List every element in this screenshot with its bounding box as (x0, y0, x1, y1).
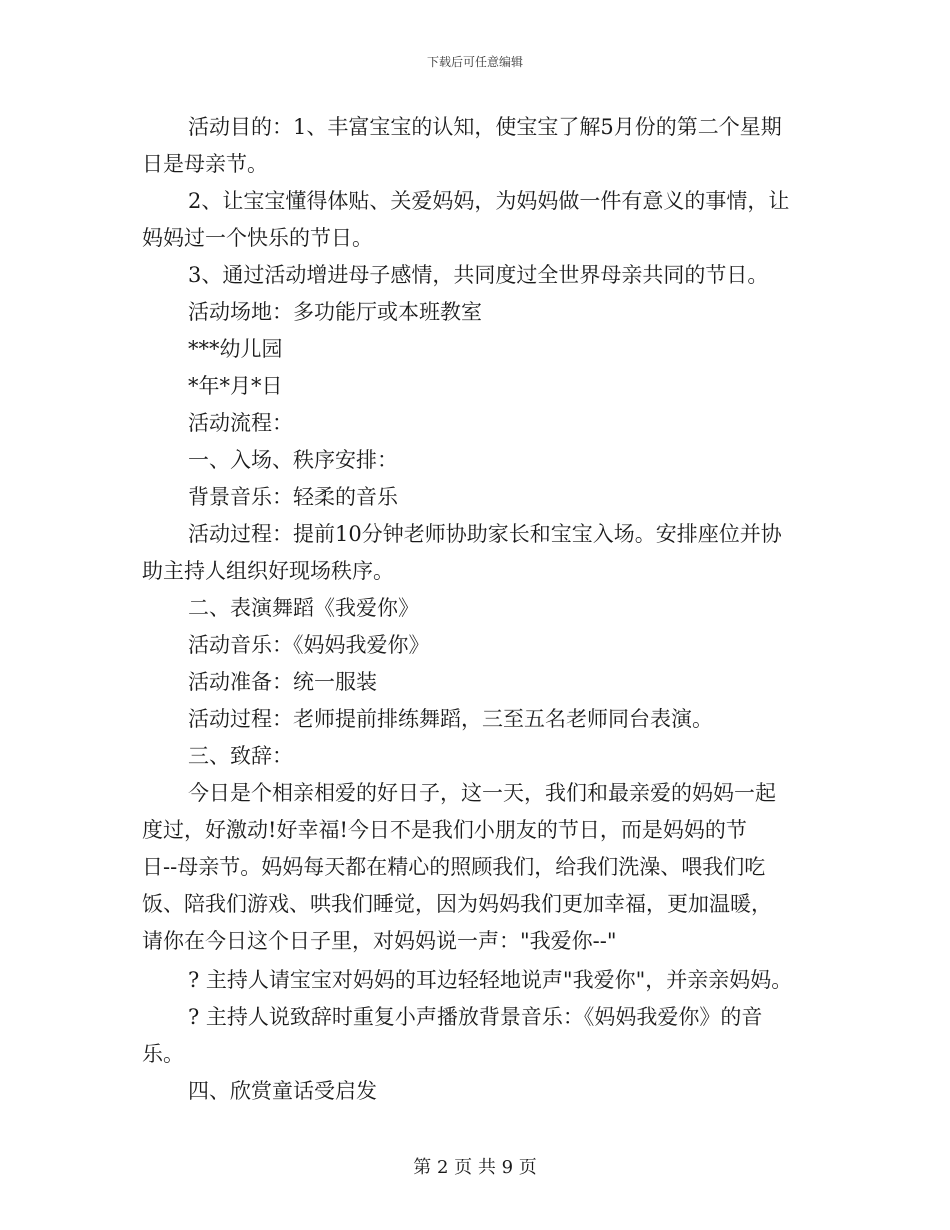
text-line: 乐。 (142, 1042, 184, 1066)
text-line: 今日是个相亲相爱的好日子，这一天，我们和最亲爱的妈妈一起 (188, 781, 776, 805)
text-line: *年*月*日 (188, 374, 283, 398)
text-line: 请你在今日这个日子里，对妈妈说一声："我爱你--" (142, 929, 617, 953)
text-line: 妈妈过一个快乐的节日。 (142, 226, 373, 250)
text-line: 四、欣赏童话受启发 (188, 1079, 377, 1103)
text-line: 3、通过活动增进母子感情，共同度过全世界母亲共同的节日。 (188, 263, 769, 287)
text-line: 三、致辞： (188, 744, 293, 768)
text-line: 一、入场、秩序安排： (188, 448, 398, 472)
text-line: 二、表演舞蹈《我爱你》 (188, 596, 419, 620)
text-line: 助主持人组织好现场秩序。 (142, 559, 394, 583)
text-line: 活动过程：提前10分钟老师协助家长和宝宝入场。安排座位并协 (188, 522, 782, 546)
text-line: ***幼儿园 (188, 337, 283, 361)
text-line: 2、让宝宝懂得体贴、关爱妈妈，为妈妈做一件有意义的事情，让 (188, 189, 790, 213)
page-header-note: 下载后可任意编辑 (426, 55, 523, 69)
text-line: 饭、陪我们游戏、哄我们睡觉，因为妈妈我们更加幸福，更加温暖， (142, 892, 772, 916)
text-line: 度过，好激动!好幸福!今日不是我们小朋友的节日，而是妈妈的节 (142, 818, 747, 842)
text-line: 活动场地：多功能厅或本班教室 (188, 300, 482, 324)
text-line: ? 主持人说致辞时重复小声播放背景音乐：《妈妈我爱你》的音 (188, 1005, 763, 1029)
text-line: 活动准备：统一服装 (188, 670, 377, 694)
text-line: 日--母亲节。妈妈每天都在精心的照顾我们，给我们洗澡、喂我们吃 (142, 855, 766, 879)
page-footer-page-number: 第 2 页 共 9 页 (413, 1157, 537, 1178)
text-line: ? 主持人请宝宝对妈妈的耳边轻轻地说声"我爱你"，并亲亲妈妈。 (188, 968, 793, 992)
text-line: 活动过程：老师提前排练舞蹈，三至五名老师同台表演。 (188, 707, 713, 731)
text-line: 活动目的：1、丰富宝宝的认知，使宝宝了解5月份的第二个星期 (188, 115, 782, 139)
text-line: 日是母亲节。 (142, 152, 268, 176)
text-line: 活动音乐：《妈妈我爱你》 (188, 633, 430, 657)
text-line: 背景音乐：轻柔的音乐 (188, 485, 398, 509)
text-line: 活动流程： (188, 411, 293, 435)
